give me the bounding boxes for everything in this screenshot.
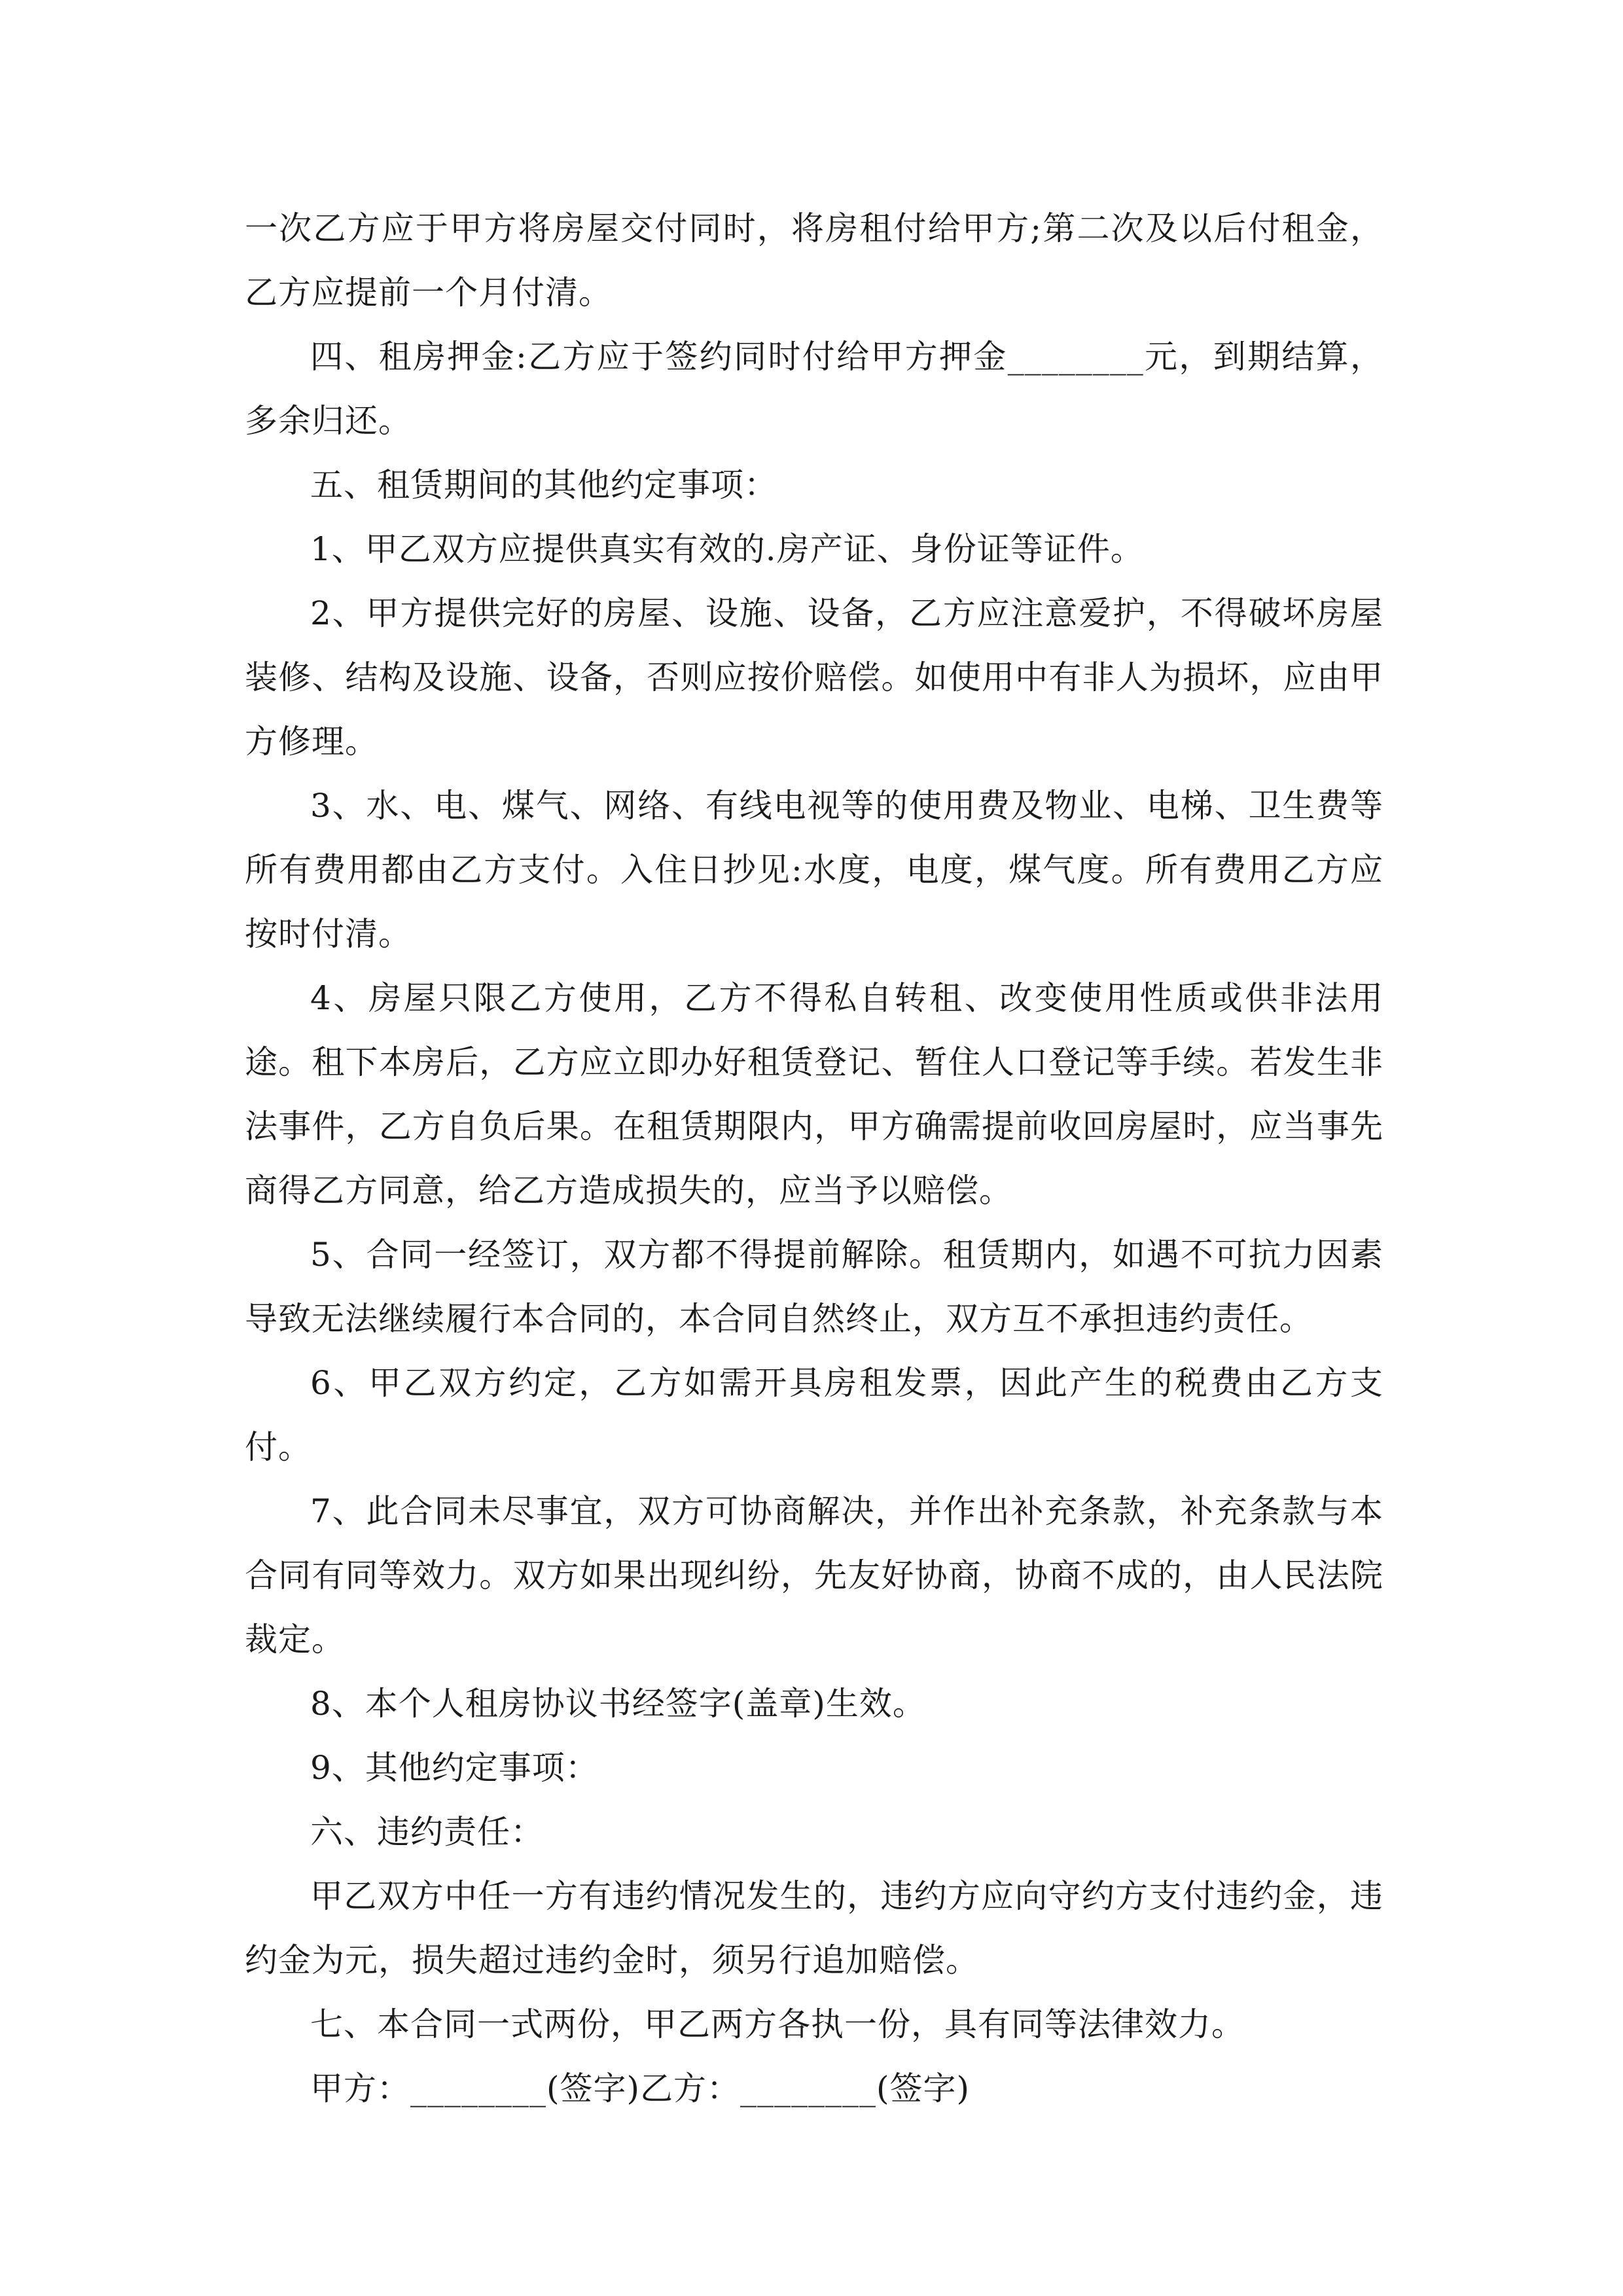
clause-2: 2、甲方提供完好的房屋、设施、设备，乙方应注意爱护，不得破坏房屋装修、结构及设施、设备，否则应按价赔偿。如使用中有非人为损坏，应由甲方修理。 xyxy=(245,594,1383,761)
clause-1: 1、甲乙双方应提供真实有效的.房产证、身份证等证件。 xyxy=(310,530,1144,568)
paragraph-deposit: 四、租房押金:乙方应于签约同时付给甲方押金________元，到期结算，多余归还。 xyxy=(245,338,1383,440)
clause-7: 7、此合同未尽事宜，双方可协商解决，并作出补充条款，补充条款与本合同有同等效力。双方如果出现纠纷，先友好协商，协商不成的，由人民法院裁定。 xyxy=(245,1492,1383,1659)
clause-8: 8、本个人租房协议书经签字(盖章)生效。 xyxy=(310,1685,926,1723)
contract-body xyxy=(245,196,1383,2121)
clause-4: 4、房屋只限乙方使用，乙方不得私自转租、改变使用性质或供非法用途。租下本房后，乙方应立即办好租赁登记、暂住人口登记等手续。若发生非法事件，乙方自负后果。在租赁期限内，甲方确需提前收回房屋时，应当事先商得乙方同意，给乙方造成损失的，应当予以赔偿。 xyxy=(245,979,1383,1210)
paragraph-rent-payment: 一次乙方应于甲方将房屋交付同时，将房租付给甲方;第二次及以后付租金，乙方应提前一个月付清。 xyxy=(245,209,1383,312)
clause-5: 5、合同一经签订，双方都不得提前解除。租赁期内，如遇不可抗力因素导致无法继续履行本合同的，本合同自然终止，双方互不承担违约责任。 xyxy=(245,1236,1383,1338)
section-heading-breach: 六、违约责任： xyxy=(310,1813,544,1851)
clause-3: 3、水、电、煤气、网络、有线电视等的使用费及物业、电梯、卫生费等所有费用都由乙方支付。入住日抄见:水度，电度，煤气度。所有费用乙方应按时付清。 xyxy=(245,787,1383,953)
paragraph-breach-terms: 甲乙双方中任一方有违约情况发生的，违约方应向守约方支付违约金，违约金为元，损失超过违约金时，须另行追加赔偿。 xyxy=(245,1877,1383,1979)
section-heading-other-terms: 五、租赁期间的其他约定事项： xyxy=(310,466,777,504)
section-copies: 七、本合同一式两份，甲乙两方各执一份，具有同等法律效力。 xyxy=(310,2005,1245,2043)
signature-line: 甲方：________(签字)乙方：________(签字) xyxy=(310,2070,971,2108)
clause-6: 6、甲乙双方约定，乙方如需开具房租发票，因此产生的税费由乙方支付。 xyxy=(245,1364,1383,1466)
clause-9: 9、其他约定事项： xyxy=(310,1749,599,1787)
